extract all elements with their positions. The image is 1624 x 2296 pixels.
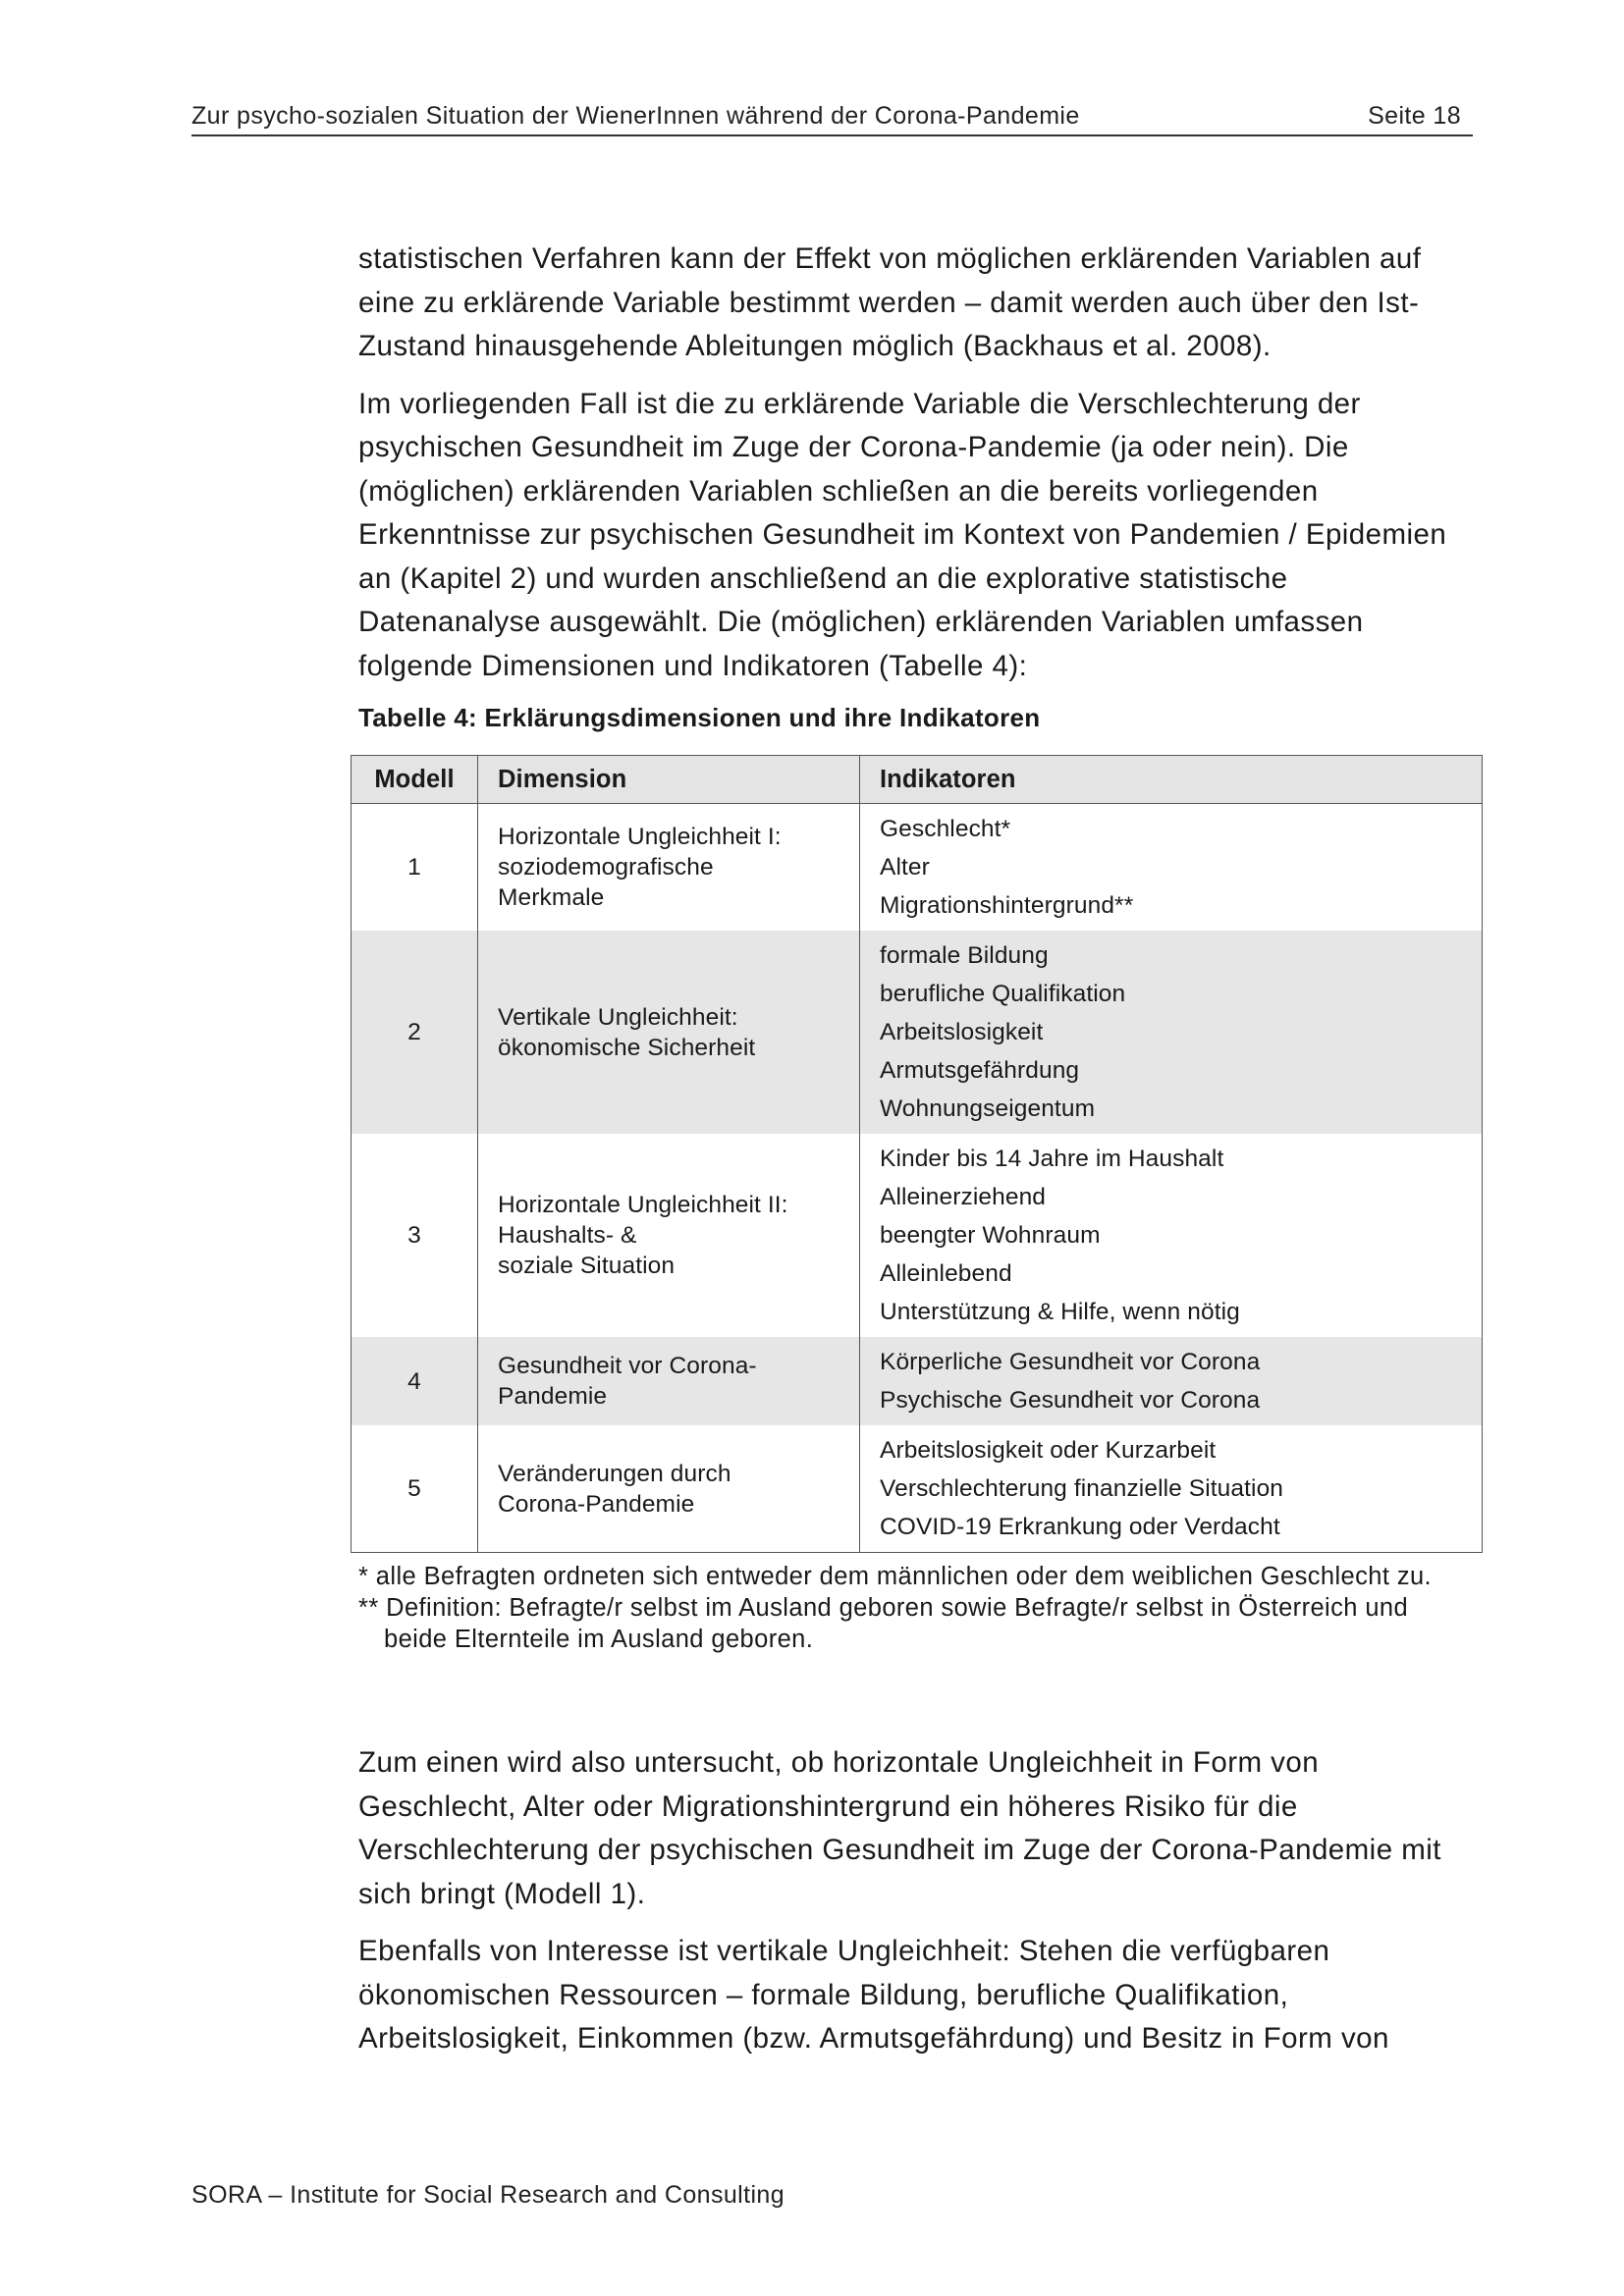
dimension-cell (478, 804, 860, 932)
dimension-line: Horizontale Ungleichheit I: (498, 824, 782, 850)
page-number: Seite 18 (1368, 102, 1461, 130)
indicator-item: beengter Wohnraum (880, 1222, 1101, 1249)
paragraph: Ebenfalls von Interesse ist vertikale Ungleichheit: Stehen die verfügbaren ökonomischen Ressourcen – formale Bildung, berufliche Qualifikation, Arbeitslosigkeit, Einkommen (bzw. Armutsgefährdung) und Besitz in Form von (358, 1935, 1389, 2055)
indicators-cell (860, 804, 1483, 932)
paragraph: statistischen Verfahren kann der Effekt von möglichen erklärenden Variablen auf eine zu erklärende Variable bestimmt werden – damit werden auch über den Ist-Zustand hinausgehende Ableitungen möglich (Backhaus et al. 2008). (358, 242, 1422, 362)
footnote: ** Definition: Befragte/r selbst im Ausland geboren sowie Befragte/r selbst in Österreich und beide Elternteile im Ausland geboren. (358, 1594, 1409, 1653)
model-cell: 2 (352, 931, 478, 1134)
header-title: Zur psycho-sozialen Situation der WienerInnen während der Corona-Pandemie (191, 102, 1080, 130)
dimension-line: soziale Situation (498, 1253, 676, 1279)
indicators-cell (860, 931, 1483, 1134)
model-cell: 1 (352, 804, 478, 932)
dimension-line: Gesundheit vor Corona- (498, 1353, 757, 1379)
dimension-line: Pandemie (498, 1383, 608, 1410)
column-header-dimension: Dimension (478, 756, 860, 804)
dimension-line: ökonomische Sicherheit (498, 1034, 756, 1061)
model-cell: 3 (352, 1134, 478, 1337)
page-header (191, 102, 1473, 136)
table-footnotes (358, 1561, 1473, 1655)
paragraph: Im vorliegenden Fall ist die zu erklärende Variable die Verschlechterung der psychischen Gesundheit im Zuge der Corona-Pandemie (ja oder nein). Die (möglichen) erklärenden Variablen schließen an die bereits vorliegenden Erkenntnisse zur psychischen Gesundheit im Kontext von Pandemien / Epidemien an (Kapitel 2) und wurden anschließend an die explorative statistische Datenanalyse ausgewählt. Die (möglichen) erklärenden Variablen umfassen folgende Dimensionen und Indikatoren (Tabelle 4): (358, 387, 1447, 682)
indicator-item: formale Bildung (880, 942, 1049, 969)
table-row (352, 1425, 1483, 1553)
indicator-item: berufliche Qualifikation (880, 981, 1126, 1007)
page-footer: SORA – Institute for Social Research and Consulting (191, 2181, 785, 2209)
indicator-item: Verschlechterung finanzielle Situation (880, 1475, 1284, 1502)
table-caption: Tabelle 4: Erklärungsdimensionen und ihre Indikatoren (358, 703, 1041, 732)
dimension-line: Corona-Pandemie (498, 1490, 695, 1518)
indicator-item: Arbeitslosigkeit oder Kurzarbeit (880, 1437, 1217, 1464)
table-row (352, 1134, 1483, 1337)
dimension-cell (478, 1134, 860, 1337)
indicator-item: Arbeitslosigkeit (880, 1019, 1044, 1045)
indicators-cell (860, 1337, 1483, 1425)
model-cell: 5 (352, 1425, 478, 1553)
table-row (352, 804, 1483, 932)
indicator-table (351, 755, 1483, 1553)
indicator-item: Alleinlebend (880, 1260, 1012, 1287)
table-row (352, 931, 1483, 1134)
main-content (358, 238, 1473, 2075)
dimension-line: Horizontale Ungleichheit II: (498, 1192, 788, 1218)
indicators-cell (860, 1134, 1483, 1337)
indicators-cell (860, 1425, 1483, 1553)
column-header-model: Modell (352, 756, 478, 804)
indicator-item: Psychische Gesundheit vor Corona (880, 1387, 1261, 1414)
indicator-item: Unterstützung & Hilfe, wenn nötig (880, 1299, 1240, 1325)
table-header-row (352, 756, 1483, 804)
dimension-cell (478, 931, 860, 1134)
paragraph: Zum einen wird also untersucht, ob horizontale Ungleichheit in Form von Geschlecht, Alter oder Migrationshintergrund ein höheres Risiko für die Verschlechterung der psychischen Gesundheit im Zuge der Corona-Pandemie mit sich bringt (Modell 1). (358, 1746, 1441, 1910)
footnote: * alle Befragten ordneten sich entweder dem männlichen oder dem weiblichen Geschlecht zu. (358, 1563, 1433, 1590)
indicator-item: Armutsgefährdung (880, 1057, 1080, 1084)
dimension-line: Haushalts- & (498, 1222, 637, 1249)
column-header-indicators: Indikatoren (860, 756, 1483, 804)
indicator-item: Migrationshintergrund** (880, 892, 1134, 919)
dimension-cell (478, 1425, 860, 1553)
dimension-line: Vertikale Ungleichheit: (498, 1003, 738, 1031)
dimension-line: Merkmale (498, 884, 605, 911)
indicator-item: COVID-19 Erkrankung oder Verdacht (880, 1514, 1280, 1540)
dimension-line: soziodemografische (498, 854, 714, 881)
dimension-cell (478, 1337, 860, 1425)
indicator-item: Kinder bis 14 Jahre im Haushalt (880, 1146, 1224, 1172)
indicator-item: Körperliche Gesundheit vor Corona (880, 1349, 1261, 1375)
indicator-item: Wohnungseigentum (880, 1095, 1096, 1122)
indicator-item: Alter (880, 854, 930, 881)
dimension-line: Veränderungen durch (498, 1460, 731, 1487)
indicator-item: Alleinerziehend (880, 1184, 1047, 1210)
model-cell: 4 (352, 1337, 478, 1425)
table-row (352, 1337, 1483, 1425)
indicator-item: Geschlecht* (880, 816, 1011, 842)
